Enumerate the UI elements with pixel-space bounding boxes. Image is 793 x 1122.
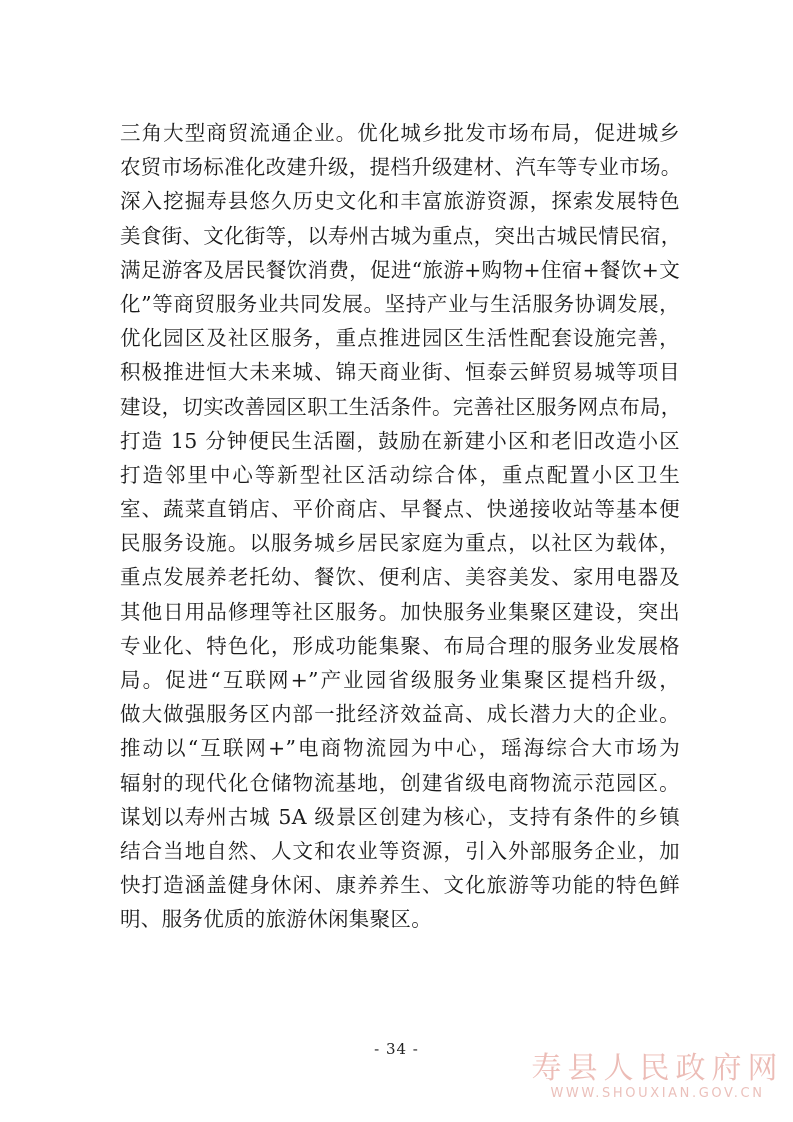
body-text [120,116,680,937]
text-line: 其他日用品修理等社区服务。加快服务业集聚区建设，突出 [120,599,680,624]
text-line: 快打造涵盖健身休闲、康养养生、文化旅游等功能的特色鲜 [120,873,680,898]
text-line: 三角大型商贸流通企业。优化城乡批发市场布局，促进城乡 [120,121,680,145]
watermark-url: WWW.SHOUXIAN.GOV.CN [550,1086,765,1101]
text-line: 化”等商贸服务业共同发展。坚持产业与生活服务协调发展， [120,291,680,316]
text-line: 打造 15 分钟便民生活圈，鼓励在新建小区和老旧改造小区 [120,428,680,453]
text-line: 推动以“互联网+”电商物流园为中心，瑶海综合大市场为 [120,736,680,761]
text-line: 民服务设施。以服务城乡居民家庭为重点，以社区为载体， [120,531,680,556]
text-line: 打造邻里中心等新型社区活动综合体，重点配置小区卫生 [120,462,680,487]
text-line: 重点发展养老托幼、餐饮、便利店、美容美发、家用电器及 [120,565,680,590]
page-number: - 34 - [374,1040,419,1058]
text-line: 结合当地自然、人文和农业等资源，引入外部服务企业，加 [120,838,680,863]
text-line: 满足游客及居民餐饮消费，促进“旅游+购物+住宿+餐饮+文 [120,257,680,282]
text-line: 深入挖掘寿县悠久历史文化和丰富旅游资源，探索发展特色 [120,189,680,214]
text-line: 建设，切实改善园区职工生活条件。完善社区服务网点布局， [120,394,682,419]
text-line: 明、服务优质的旅游休闲集聚区。 [120,907,432,932]
text-line: 室、蔬菜直销店、平价商店、早餐点、快递接收站等基本便 [120,497,680,522]
text-line: 辐射的现代化仓储物流基地，创建省级电商物流示范园区。 [120,770,680,795]
text-line: 优化园区及社区服务，重点推进园区生活性配套设施完善， [120,326,680,351]
text-line: 局。促进“互联网+”产业园省级服务业集聚区提档升级， [120,668,680,692]
text-line: 谋划以寿州古城 5A 级景区创建为核心，支持有条件的乡镇 [120,804,680,829]
watermark [530,1052,785,1102]
text-line: 专业化、特色化，形成功能集聚、布局合理的服务业发展格 [120,633,680,658]
text-line: 做大做强服务区内部一批经济效益高、成长潜力大的企业。 [120,702,680,727]
text-line: 农贸市场标准化改建升级，提档升级建材、汽车等专业市场。 [120,155,682,180]
watermark-site-name: 寿县人民政府网 [531,1051,784,1086]
text-line: 积极推进恒大未来城、锦天商业街、恒泰云鲜贸易城等项目 [120,360,680,385]
text-line: 美食街、文化街等，以寿州古城为重点，突出古城民情民宿， [120,223,682,248]
